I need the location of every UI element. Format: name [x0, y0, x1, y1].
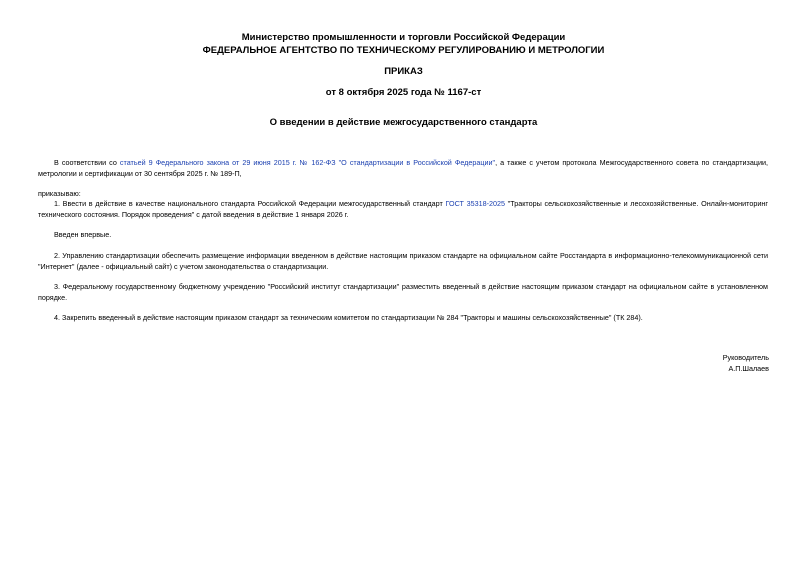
- item-3-text: 3. Федеральному государственному бюджетному учреждению "Российский институт стандартизации" разместить введенный в действие настоящим приказом стандарт на официальном сайте в установленном порядке.: [38, 282, 768, 302]
- first-time-note: [38, 229, 768, 240]
- agency-name: ФЕДЕРАЛЬНОЕ АГЕНТСТВО ПО ТЕХНИЧЕСКОМУ РЕГУЛИРОВАНИЮ И МЕТРОЛОГИИ: [202, 45, 605, 56]
- document-type: ПРИКАЗ: [384, 66, 423, 77]
- document-date-number: от 8 октября 2025 года № 1167-ст: [325, 87, 482, 98]
- item-1-text-start: 1. Ввести в действие в качестве национального стандарта Российской Федерации межгосударственный стандарт: [54, 199, 446, 208]
- gost-standard-link[interactable]: ГОСТ 35318-2025: [445, 199, 505, 208]
- signatory-title: Руководитель: [722, 353, 769, 362]
- item-1-text-end: "Тракторы сельскохозяйственные и лесохозяйственные. Онлайн-мониторинг технического состояния. Порядок проведения" с датой введения в действие 1 января 2026 г.: [38, 199, 768, 219]
- preamble-text-end: , а также с учетом протокола Межгосударственного совета по стандартизации, метрологии и сертификации от 30 сентября 2025 г. № 189-П,: [38, 158, 768, 178]
- item-2-paragraph: [38, 250, 768, 272]
- document-subject: О введении в действие межгосударственного стандарта: [269, 117, 538, 128]
- order-word: приказываю:: [38, 189, 81, 198]
- item-3-paragraph: [38, 281, 768, 303]
- item-1-paragraph: [38, 198, 768, 220]
- preamble-paragraph: [38, 157, 768, 179]
- item-4-text: 4. Закрепить введенный в действие настоящим приказом стандарт за техническим комитетом по стандартизации № 284 "Тракторы и машины сельскохозяйственные" (ТК 284).: [54, 313, 643, 322]
- item-2-text: 2. Управлению стандартизации обеспечить размещение информации введенном в действие настоящим приказом стандарте на официальном сайте Росстандарта в информационно-телекоммуникационной сети "Интернет" (далее - официальный сайт) с учетом законодательства о стандартизации.: [38, 251, 768, 271]
- federal-law-link[interactable]: статьей 9 Федерального закона от 29 июня 2015 г. № 162-ФЗ "О стандартизации в Российской Федерации": [119, 158, 496, 167]
- ministry-name: Министерство промышленности и торговли Российской Федерации: [241, 32, 566, 43]
- signatory-name: А.П.Шалаев: [728, 364, 769, 373]
- first-time-text: Введен впервые.: [54, 230, 112, 239]
- preamble-text-start: В соответствии со: [54, 158, 120, 167]
- item-4-paragraph: [38, 312, 768, 323]
